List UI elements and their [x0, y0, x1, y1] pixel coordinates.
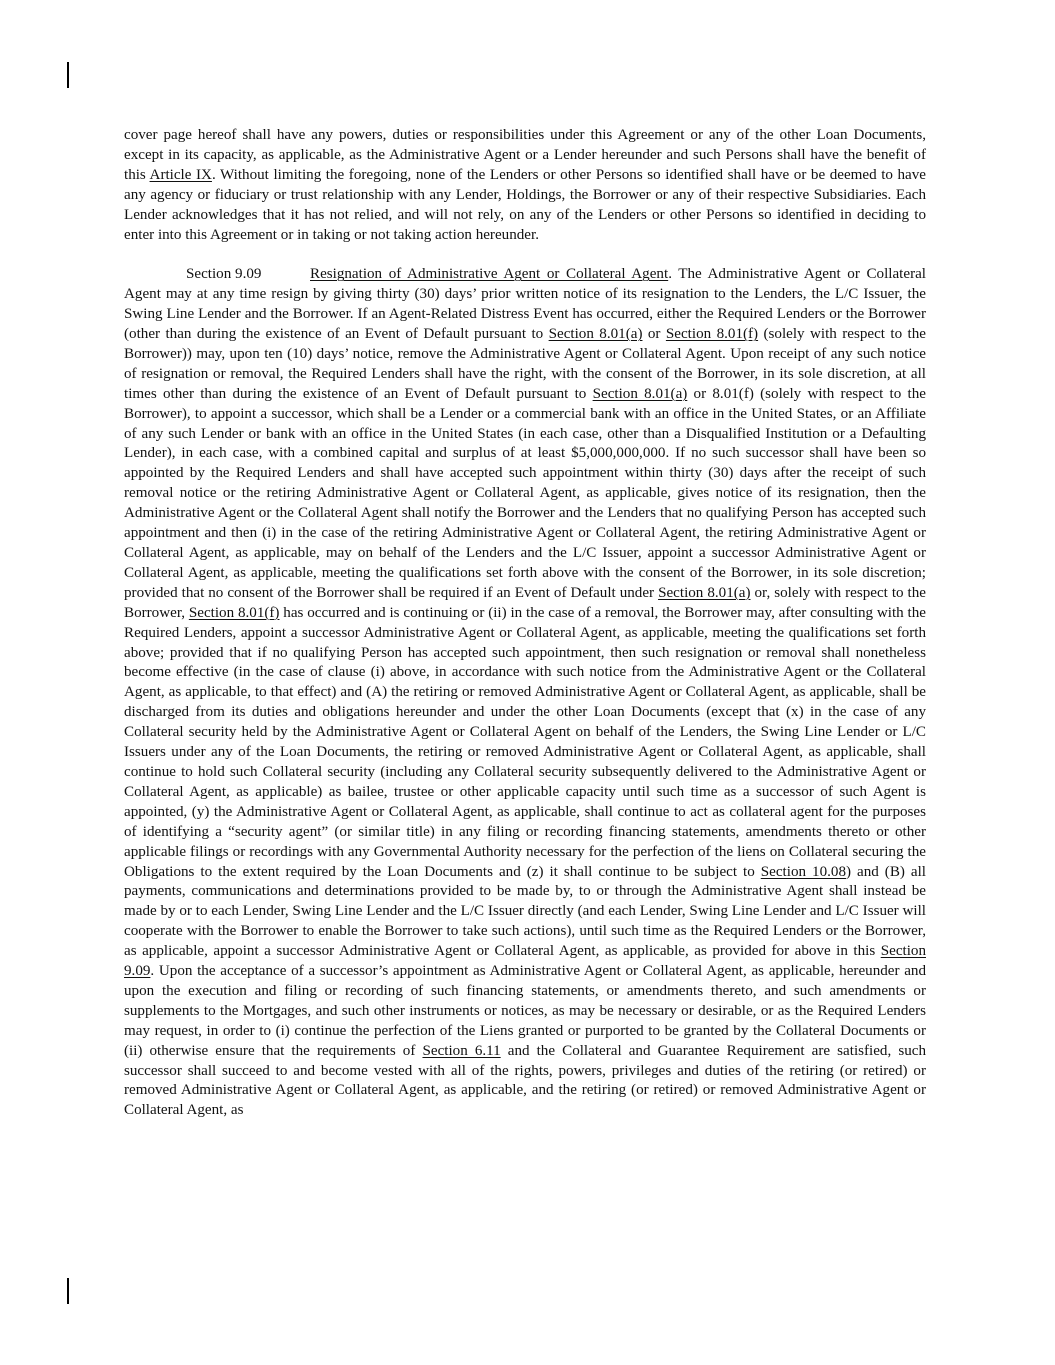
- text-run: . Without limiting the foregoing, none of the Lenders or other Persons so identified shall have or be deemed to have any agency or fiduciary or trust relationship with any Lender, Holdings, the Borrower or any of their respective Subsidiaries. Each Lender acknowledges that it has not relied, and will not rely, on any of the Lenders or other Persons so identified in deciding to enter into this Agreement or in taking or not taking action hereunder.: [124, 166, 927, 243]
- cross-reference-section-8-01-f: Section 8.01(f): [188, 604, 280, 621]
- paragraph-continuation: [124, 126, 926, 245]
- text-run: or, solely with respect to the Borrower,: [124, 584, 926, 621]
- section-heading: Resignation of Administrative Agent or Collateral Agent: [310, 266, 669, 283]
- document-body: [124, 126, 926, 1121]
- cross-reference-article-ix: Article IX: [149, 166, 212, 183]
- margin-bar-bottom: [67, 1278, 69, 1304]
- cross-reference-section-8-01-f: Section 8.01(f): [665, 326, 759, 343]
- section-number: Section 9.09: [186, 266, 262, 283]
- text-run: ) and (B) all payments, communications and determinations provided to be made by, to or through the Administrative Agent shall instead be made by or to each Lender, Swing Line Lender and the L/C Issuer directly (and each Lender, Swing Line Lender and L/C Issuer will cooperate with the Borrower to enable the Borrower to take such actions), until such time as the Required Lenders or the Borrower, as applicable, appoint a successor Administrative Agent or Collateral Agent, as applicable, as provided for above in this: [124, 863, 926, 960]
- text-run: or 8.01(f) (solely with respect to the Borrower), to appoint a successor, which shall be a Lender or a commercial bank with an office in the United States, or an Affiliate of any such Lender or bank with an office in the United States (in each case, other than a Disqualified Institution or a Defaulting Lender), in each case, with a combined capital and surplus of at least $5,000,000,000. If no such successor shall have been so appointed by the Required Lenders and shall have accepted such appointment within thirty (30) days after the receipt of such removal notice or the retiring Administrative Agent or Collateral Agent, as applicable, gives notice of its resignation, then the Administrative Agent or the Collateral Agent shall notify the Borrower and the Lenders that no qualifying Person has accepted such appointment and then (i) in the case of the retiring Administrative Agent or Collateral Agent, the retiring Administrative Agent or Collateral Agent, as applicable, may on behalf of the Lenders and the L/C Issuer, appoint a successor Administrative Agent or Collateral Agent, as applicable, meeting the qualifications set forth above with the consent of the Borrower, in its sole discretion; provided that no consent of the Borrower shall be required if an Event of Default under: [124, 385, 926, 601]
- text-run: and the Collateral and Guarantee Requirement are satisfied, such successor shall succeed to and become vested with all of the rights, powers, privileges and duties of the retiring (or retired) or removed Administrative Agent or Collateral Agent, as applicable, and the retiring (or retired) or removed Administrative Agent or Collateral Agent, as: [124, 1042, 926, 1119]
- margin-bar-top: [67, 62, 69, 88]
- cross-reference-section-10-08: Section 10.08: [760, 863, 846, 880]
- text-run: or: [642, 326, 666, 343]
- text-run: cover page hereof shall have any powers, duties or responsibilities under this Agreement or any of the other Loan Documents, except in its capacity, as applicable, as the Administrative Agent or a Lender hereunder and such Persons shall have the benefit of this: [124, 127, 926, 183]
- cross-reference-section-8-01-a: Section 8.01(a): [658, 584, 751, 601]
- cross-reference-section-8-01-a: Section 8.01(a): [592, 385, 688, 402]
- text-run: has occurred and is continuing or (ii) in the case of a removal, the Borrower may, after consulting with the Required Lenders, appoint a successor Administrative Agent or Collateral Agent, as applicable, meeting the qualifications set forth above; provided that if no qualifying Person has accepted such appointment, then such resignation or removal shall nonetheless become effective (in the case of clause (i) above, in accordance with such notice from the Administrative Agent or the Collateral Agent, as applicable, to that effect) and (A) the retiring or removed Administrative Agent or Collateral Agent, as applicable, shall be discharged from its duties and obligations hereunder and under the other Loan Documents (except that (x) in the case of any Collateral security held by the Administrative Agent or Collateral Agent on behalf of the Lenders, the Swing Line Lender or L/C Issuers under any of the Loan Documents, the retiring or removed Administrative Agent or Collateral Agent, as applicable, shall continue to hold such Collateral security (including any Collateral security subsequently delivered to the Administrative Agent or Collateral Agent, as applicable) as bailee, trustee or other applicable capacity until such time as a successor of such Agent is appointed, (y) the Administrative Agent or Collateral Agent, as applicable, shall continue to act as collateral agent for the purposes of identifying a “security agent” (or similar title) in any filing or recording financing statements, amendments thereto or other applicable filings or recordings with any Governmental Authority necessary for the perfection of the liens on Collateral securing the Obligations to the extent required by the Loan Documents and (z) it shall continue to be subject to: [124, 604, 926, 880]
- cross-reference-section-6-11: Section 6.11: [422, 1042, 501, 1059]
- text-run: (solely with respect to the Borrower)) may, upon ten (10) days’ notice, remove the Administrative Agent or Collateral Agent. Upon receipt of any such notice of resignation or removal, the Required Lenders shall have the right, with the consent of the Borrower, in its sole discretion, at all times other than during the existence of an Event of Default pursuant to: [124, 326, 926, 402]
- section-9-09-paragraph: [124, 265, 926, 1121]
- text-run: . Upon the acceptance of a successor’s appointment as Administrative Agent or Collateral Agent, as applicable, hereunder and upon the execution and filing or recording of such financing statements, or amendments thereto, and such amendments or supplements to the Mortgages, and such other instruments or notices, as may be necessary or desirable, or as the Required Lenders may request, in order to (i) continue the perfection of the Liens granted or purported to be granted by the Collateral Documents or (ii) otherwise ensure that the requirements of: [124, 963, 926, 1059]
- cross-reference-section-9-09: Section 9.09: [124, 943, 926, 980]
- text-run: . The Administrative Agent or Collateral Agent may at any time resign by giving thirty (30) days’ prior written notice of its resignation to the Lenders, the L/C Issuer, the Swing Line Lender and the Borrower. If an Agent-Related Distress Event has occurred, either the Required Lenders or the Borrower (other than during the existence of an Event of Default pursuant to: [124, 266, 926, 343]
- cross-reference-section-8-01-a: Section 8.01(a): [548, 326, 643, 343]
